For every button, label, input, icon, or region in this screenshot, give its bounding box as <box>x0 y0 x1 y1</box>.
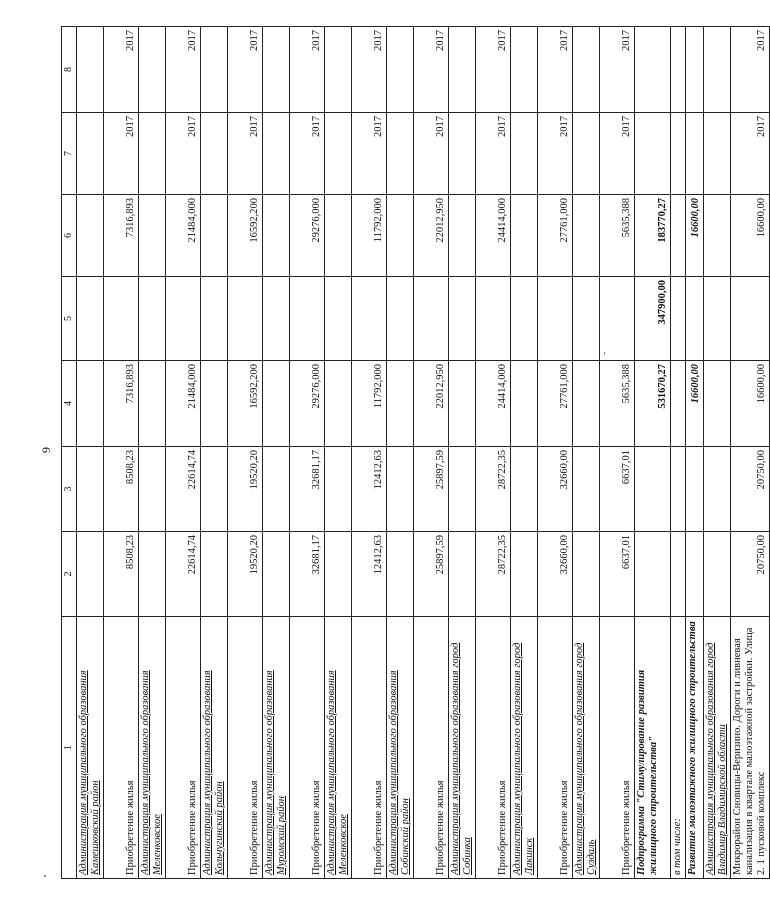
value-cell-c2 <box>573 532 600 617</box>
value-cell-c6 <box>139 195 166 277</box>
value-cell-c3 <box>201 447 228 532</box>
row-name-cell: в том числе: <box>671 617 686 879</box>
table-row <box>573 27 600 879</box>
value-cell-c2: 12412,63 <box>352 532 387 617</box>
value-cell-c2 <box>325 532 352 617</box>
value-cell-c2 <box>449 532 476 617</box>
value-cell-c5 <box>139 277 166 361</box>
value-cell-c7 <box>449 113 476 195</box>
value-cell-c5 <box>77 277 104 361</box>
value-cell-c2: 25897,59 <box>414 532 449 617</box>
value-cell-c4 <box>325 361 352 447</box>
value-cell-c3 <box>635 447 671 532</box>
value-cell-c6: 11792,000 <box>352 195 387 277</box>
value-cell-c3 <box>139 447 166 532</box>
value-cell-c5 <box>538 277 573 361</box>
value-cell-c8 <box>449 27 476 113</box>
table-row <box>511 27 538 879</box>
value-cell-c5 <box>449 277 476 361</box>
table-row <box>201 27 228 879</box>
header-cell: 1 <box>62 617 77 879</box>
value-cell-c4: 7316,893 <box>104 361 139 447</box>
value-cell-c7 <box>573 113 600 195</box>
value-cell-c4: 16592,200 <box>228 361 263 447</box>
row-name-cell: Приобретение жилья <box>290 617 325 879</box>
row-name-cell: Администрация муниципального образования город Владимир Владимирской области <box>704 617 731 879</box>
value-cell-c8: 2017 <box>290 27 325 113</box>
value-cell-c7: 2017 <box>166 113 201 195</box>
value-cell-c6 <box>201 195 228 277</box>
value-cell-c6 <box>573 195 600 277</box>
row-name-cell: Приобретение жилья <box>166 617 201 879</box>
table-row <box>139 27 166 879</box>
value-cell-c6 <box>704 195 731 277</box>
row-name-cell: Подпрограмма "Стимулирование развития жилищного строительства" <box>635 617 671 879</box>
value-cell-c7 <box>635 113 671 195</box>
table-row <box>704 27 731 879</box>
value-cell-c7: 2017 <box>352 113 387 195</box>
value-cell-c7: 2017 <box>228 113 263 195</box>
table-row <box>290 27 325 879</box>
row-name-cell: Развитие малоэтажного жилищного строительства <box>686 617 704 879</box>
table-row <box>538 27 573 879</box>
value-cell-c8: 2017 <box>104 27 139 113</box>
value-cell-c2 <box>686 532 704 617</box>
value-cell-c4: 11792,000 <box>352 361 387 447</box>
value-cell-c5 <box>201 277 228 361</box>
value-cell-c8 <box>325 27 352 113</box>
value-cell-c7 <box>686 113 704 195</box>
value-cell-c2: 28722,35 <box>476 532 511 617</box>
value-cell-c4 <box>77 361 104 447</box>
value-cell-c8: 2017 <box>228 27 263 113</box>
value-cell-c4 <box>449 361 476 447</box>
value-cell-c7 <box>139 113 166 195</box>
table-row <box>263 27 290 879</box>
value-cell-c6: 183770,27 <box>635 195 671 277</box>
value-cell-c7 <box>77 113 104 195</box>
value-cell-c8 <box>704 27 731 113</box>
value-cell-c4 <box>511 361 538 447</box>
table-row <box>635 27 671 879</box>
table-row <box>352 27 387 879</box>
value-cell-c4 <box>263 361 290 447</box>
header-cell: 5 <box>62 277 77 361</box>
value-cell-c6 <box>449 195 476 277</box>
value-cell-c6 <box>671 195 686 277</box>
value-cell-c4 <box>201 361 228 447</box>
value-cell-c6 <box>263 195 290 277</box>
value-cell-c2 <box>635 532 671 617</box>
value-cell-c2: 19520,20 <box>228 532 263 617</box>
value-cell-c2 <box>511 532 538 617</box>
table-row <box>166 27 201 879</box>
value-cell-c3 <box>704 447 731 532</box>
value-cell-c7: 2017 <box>104 113 139 195</box>
row-name-cell: Приобретение жилья <box>538 617 573 879</box>
row-name-cell: Приобретение жилья <box>352 617 387 879</box>
value-cell-c8 <box>387 27 414 113</box>
value-cell-c2: 20750,00 <box>731 532 770 617</box>
value-cell-c5 <box>704 277 731 361</box>
value-cell-c6 <box>387 195 414 277</box>
value-cell-c8 <box>77 27 104 113</box>
value-cell-c6: 24414,000 <box>476 195 511 277</box>
value-cell-c8: 2017 <box>538 27 573 113</box>
value-cell-c2 <box>263 532 290 617</box>
value-cell-c8: 2017 <box>166 27 201 113</box>
value-cell-c3 <box>325 447 352 532</box>
row-name-cell: Приобретение жилья <box>476 617 511 879</box>
value-cell-c6: 27761,000 <box>538 195 573 277</box>
value-cell-c4: 27761,000 <box>538 361 573 447</box>
value-cell-c7 <box>387 113 414 195</box>
header-cell: 3 <box>62 447 77 532</box>
value-cell-c5 <box>325 277 352 361</box>
table-row <box>104 27 139 879</box>
value-cell-c2 <box>387 532 414 617</box>
value-cell-c5 <box>686 277 704 361</box>
value-cell-c2 <box>671 532 686 617</box>
value-cell-c8 <box>686 27 704 113</box>
rotated-page <box>61 27 767 879</box>
value-cell-c8 <box>139 27 166 113</box>
value-cell-c4: 531670,27 <box>635 361 671 447</box>
table-row <box>77 27 104 879</box>
value-cell-c6: 7316,893 <box>104 195 139 277</box>
value-cell-c7: 2017 <box>476 113 511 195</box>
row-name-cell: Администрация муниципального образования Меленковское <box>325 617 352 879</box>
table-row <box>600 27 635 879</box>
value-cell-c8: 2017 <box>731 27 770 113</box>
table-row <box>325 27 352 879</box>
value-cell-c5 <box>731 277 770 361</box>
value-cell-c8 <box>635 27 671 113</box>
value-cell-c8: 2017 <box>600 27 635 113</box>
value-cell-c3: 32681,17 <box>290 447 325 532</box>
row-name-cell: Администрация муниципального образования Собинский район <box>387 617 414 879</box>
header-cell: 4 <box>62 361 77 447</box>
header-cell: 8 <box>62 27 77 113</box>
value-cell-c8 <box>201 27 228 113</box>
row-name-cell: Приобретение жилья <box>600 617 635 879</box>
value-cell-c3: 8508,23 <box>104 447 139 532</box>
row-name-cell: Администрация муниципального образования город Собинка <box>449 617 476 879</box>
row-name-cell: Администрация муниципального образования город Суздаль <box>573 617 600 879</box>
scan-mark <box>44 875 46 877</box>
value-cell-c4 <box>139 361 166 447</box>
value-cell-c6: 5635,388 <box>600 195 635 277</box>
row-name-cell: Администрация муниципального образования Муромский район <box>263 617 290 879</box>
value-cell-c2: 6637,01 <box>600 532 635 617</box>
value-cell-c6 <box>77 195 104 277</box>
row-name-cell: Приобретение жилья <box>414 617 449 879</box>
value-cell-c5 <box>600 277 635 361</box>
value-cell-c3 <box>387 447 414 532</box>
row-name-cell: Администрация муниципального образования Камешковский район <box>77 617 104 879</box>
value-cell-c5 <box>352 277 387 361</box>
value-cell-c7 <box>325 113 352 195</box>
value-cell-c6 <box>511 195 538 277</box>
value-cell-c3 <box>671 447 686 532</box>
value-cell-c3 <box>263 447 290 532</box>
scan-mark <box>604 352 605 355</box>
value-cell-c5 <box>414 277 449 361</box>
value-cell-c7: 2017 <box>538 113 573 195</box>
value-cell-c3: 20750,00 <box>731 447 770 532</box>
table-row <box>671 27 686 879</box>
row-name-cell: Администрация муниципального образования город Лакинск <box>511 617 538 879</box>
value-cell-c4 <box>573 361 600 447</box>
value-cell-c5 <box>573 277 600 361</box>
value-cell-c3: 6637,01 <box>600 447 635 532</box>
row-name-cell: Администрация муниципального образования Меленковское <box>139 617 166 879</box>
row-name-cell: Администрация муниципального образования Кольчугинский район <box>201 617 228 879</box>
value-cell-c5 <box>104 277 139 361</box>
value-cell-c8: 2017 <box>476 27 511 113</box>
value-cell-c2: 32681,17 <box>290 532 325 617</box>
row-name-cell: Приобретение жилья <box>104 617 139 879</box>
value-cell-c2: 32660,00 <box>538 532 573 617</box>
value-cell-c8 <box>671 27 686 113</box>
value-cell-c8: 2017 <box>414 27 449 113</box>
value-cell-c8: 2017 <box>352 27 387 113</box>
value-cell-c3: 22614,74 <box>166 447 201 532</box>
value-cell-c2 <box>77 532 104 617</box>
value-cell-c2 <box>139 532 166 617</box>
value-cell-c6: 29276,000 <box>290 195 325 277</box>
value-cell-c8 <box>573 27 600 113</box>
table-row <box>476 27 511 879</box>
value-cell-c4 <box>671 361 686 447</box>
value-cell-c6: 16600,00 <box>686 195 704 277</box>
value-cell-c3 <box>573 447 600 532</box>
value-cell-c8 <box>511 27 538 113</box>
header-cell: 6 <box>62 195 77 277</box>
value-cell-c3: 19520,20 <box>228 447 263 532</box>
value-cell-c5 <box>228 277 263 361</box>
value-cell-c4: 22012,950 <box>414 361 449 447</box>
value-cell-c2: 8508,23 <box>104 532 139 617</box>
value-cell-c5 <box>290 277 325 361</box>
table-row <box>387 27 414 879</box>
header-cell: 2 <box>62 532 77 617</box>
table-row <box>228 27 263 879</box>
value-cell-c5 <box>166 277 201 361</box>
table-row <box>414 27 449 879</box>
value-cell-c5 <box>263 277 290 361</box>
value-cell-c4: 21484,000 <box>166 361 201 447</box>
header-cell: 7 <box>62 113 77 195</box>
value-cell-c4: 24414,000 <box>476 361 511 447</box>
value-cell-c5 <box>387 277 414 361</box>
value-cell-c4 <box>387 361 414 447</box>
value-cell-c7: 2017 <box>600 113 635 195</box>
value-cell-c8 <box>263 27 290 113</box>
value-cell-c7 <box>511 113 538 195</box>
value-cell-c4: 29276,000 <box>290 361 325 447</box>
value-cell-c7: 2017 <box>731 113 770 195</box>
value-cell-c3: 12412,63 <box>352 447 387 532</box>
program-table <box>61 26 770 879</box>
header-row <box>62 27 77 879</box>
value-cell-c7: 2017 <box>414 113 449 195</box>
value-cell-c7 <box>671 113 686 195</box>
value-cell-c3 <box>77 447 104 532</box>
value-cell-c7: 2017 <box>290 113 325 195</box>
value-cell-c3 <box>686 447 704 532</box>
value-cell-c3 <box>449 447 476 532</box>
value-cell-c3: 32660,00 <box>538 447 573 532</box>
value-cell-c5: 347900,00 <box>635 277 671 361</box>
value-cell-c7 <box>201 113 228 195</box>
value-cell-c7 <box>704 113 731 195</box>
table-row <box>731 27 770 879</box>
table-row <box>686 27 704 879</box>
value-cell-c4 <box>704 361 731 447</box>
table-row <box>449 27 476 879</box>
row-name-cell: Приобретение жилья <box>228 617 263 879</box>
value-cell-c7 <box>263 113 290 195</box>
value-cell-c5 <box>671 277 686 361</box>
value-cell-c6: 22012,950 <box>414 195 449 277</box>
page-number: 9 <box>39 447 53 453</box>
value-cell-c2 <box>201 532 228 617</box>
value-cell-c4: 5635,388 <box>600 361 635 447</box>
value-cell-c5 <box>511 277 538 361</box>
value-cell-c4: 16600,00 <box>731 361 770 447</box>
table-body <box>62 27 770 879</box>
value-cell-c6: 21484,000 <box>166 195 201 277</box>
value-cell-c4: 16600,00 <box>686 361 704 447</box>
value-cell-c3 <box>511 447 538 532</box>
value-cell-c3: 25897,59 <box>414 447 449 532</box>
value-cell-c2: 22614,74 <box>166 532 201 617</box>
row-name-cell: Микрорайон Сновицы-Веризино. Дороги и ливневая канализация в квартале малоэтажной застройки. Улица 2. 1 пусковой комплекс <box>731 617 770 879</box>
value-cell-c6: 16592,200 <box>228 195 263 277</box>
value-cell-c6: 16600,00 <box>731 195 770 277</box>
value-cell-c2 <box>704 532 731 617</box>
value-cell-c5 <box>476 277 511 361</box>
value-cell-c3: 28722,35 <box>476 447 511 532</box>
value-cell-c6 <box>325 195 352 277</box>
